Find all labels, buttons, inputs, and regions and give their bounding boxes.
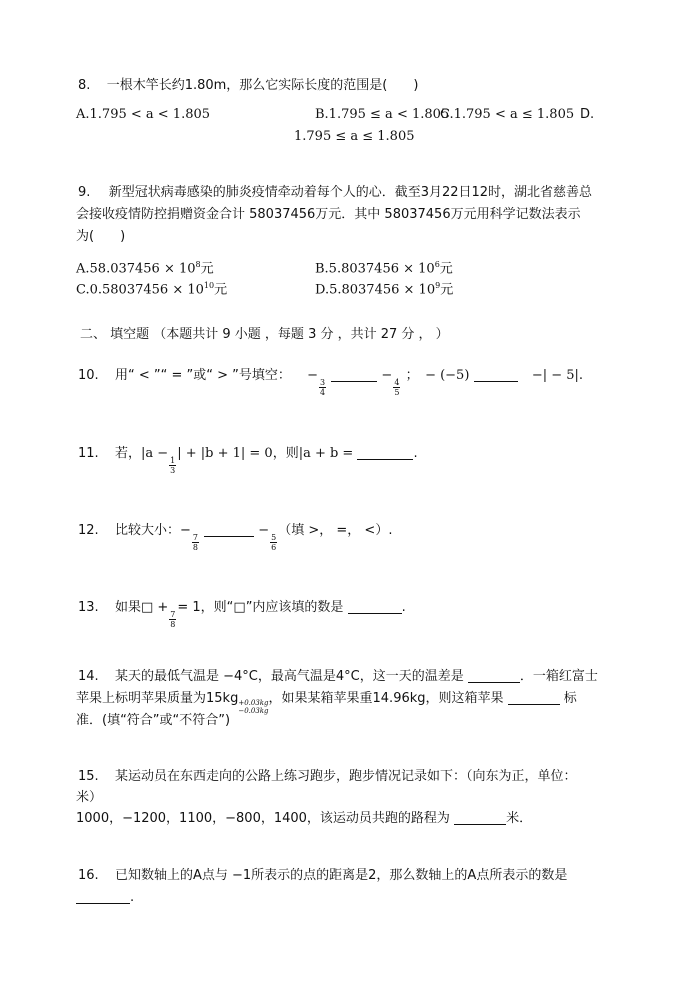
numerator: 7: [170, 610, 176, 619]
option-b: B.1.795 ≤ a < 1.805: [315, 107, 450, 122]
question-text: 新型冠状病毒感染的肺炎疫情牵动着每个人的心．截至3月22日12时，湖北省慈善总: [108, 185, 593, 200]
minus-sign: −: [258, 523, 270, 538]
question-text: 米．: [506, 811, 533, 826]
question-14-line3: 准．(填“符合”或“不符合”): [76, 713, 231, 728]
question-text: 标: [563, 691, 577, 706]
answer-blank[interactable]: [331, 367, 377, 382]
answer-blank[interactable]: [76, 889, 130, 904]
answer-blank[interactable]: [204, 522, 254, 537]
option-b-exponent: 6: [434, 260, 440, 269]
option-b-unit: 元: [439, 261, 453, 277]
numerator: 3: [320, 378, 326, 387]
minus-sign: −: [381, 368, 393, 383]
question-text: 比较大小：−: [114, 523, 191, 538]
question-14-line1: [78, 667, 598, 687]
option-a-exponent: 8: [195, 260, 201, 269]
question-text: 某运动员在东西走向的公路上练习跑步，跑步情况记录如下：（向东为正，单位：: [114, 769, 577, 784]
question-15-line3: [76, 809, 532, 829]
question-text: 某天的最低气温是 −4°C，最高气温是4°C，这一天的温差是: [114, 669, 464, 684]
question-15-line1: [78, 767, 576, 787]
option-c: [76, 276, 227, 300]
question-number: 14.: [78, 669, 99, 684]
fraction: [393, 378, 400, 397]
numerator: 4: [394, 378, 400, 387]
option-d-label: D.: [580, 107, 595, 122]
question-9-line1: [78, 183, 592, 203]
option-c-base: C.0.58037456 × 10: [76, 282, 204, 298]
expression: | + |b + 1| = 0，则|a + b =: [177, 446, 358, 461]
question-number: 13.: [78, 600, 99, 615]
question-number: 16.: [78, 868, 99, 883]
denominator: 6: [271, 543, 277, 552]
question-text: ，如果某箱苹果重14.96kg，则这箱苹果: [268, 691, 504, 706]
question-text: 1000，−1200，1100，−800，1400，该运动员共跑的路程为: [76, 811, 450, 826]
option-a-unit: 元: [200, 261, 214, 277]
answer-blank[interactable]: [348, 599, 402, 614]
question-16-line2: [76, 888, 134, 908]
question-9-line3: 为( ): [76, 229, 126, 244]
instruction: （填 >， =， <）.: [278, 523, 393, 538]
period: .: [401, 600, 406, 615]
answer-blank[interactable]: [508, 690, 560, 705]
question-text: 苹果上标明苹果质量为15kg: [76, 691, 239, 706]
numerator: 1: [170, 456, 176, 465]
question-text: 用“ < ”“ = ”或“ > ”号填空：: [114, 368, 291, 383]
fraction: [192, 533, 199, 552]
option-a: A.1.795 < a < 1.805: [76, 107, 211, 122]
answer-blank[interactable]: [357, 445, 413, 460]
question-9-line2: 会接收疫情防控捐赠资金合计 58037456万元．其中 58037456万元用科学记数法表示: [76, 207, 581, 222]
expression: −| − 5|.: [531, 368, 584, 383]
denominator: 8: [192, 543, 198, 552]
answer-blank[interactable]: [454, 810, 506, 825]
denominator: 4: [320, 388, 326, 397]
option-c-exponent: 10: [203, 281, 215, 290]
question-12: [78, 521, 392, 552]
tolerance: [238, 699, 268, 715]
numerator: 7: [192, 533, 198, 542]
expression: ； − (−5): [405, 368, 470, 383]
question-text: 一根木竿长约1.80m，那么它实际长度的范围是( ): [106, 78, 419, 93]
question-text: 已知数轴上的A点与 −1所表示的点的距离是2，那么数轴上的A点所表示的数是: [114, 868, 568, 883]
question-11: [78, 444, 418, 475]
tolerance-lower: −0.03kg: [238, 707, 269, 715]
question-8-stem: [78, 76, 418, 96]
question-text: = 1，则“□”内应该填的数是: [177, 600, 344, 615]
question-15-line2: 米）: [76, 790, 103, 805]
option-d-text: 1.795 ≤ a ≤ 1.805: [294, 129, 415, 144]
fraction: [169, 610, 176, 629]
question-10: [78, 366, 583, 397]
question-number: 9.: [78, 185, 91, 200]
question-number: 11.: [78, 446, 99, 461]
section-heading: 二、 填空题 （本题共计 9 小题 ，每题 3 分 ，共计 27 分 ， ）: [80, 327, 449, 342]
option-d-base: D.5.8037456 × 10: [315, 282, 436, 298]
fraction: [270, 533, 277, 552]
option-d-exponent: 9: [435, 281, 441, 290]
option-a-base: A.58.037456 × 10: [76, 261, 196, 277]
option-c: C.1.795 < a ≤ 1.805: [440, 107, 575, 122]
question-number: 12.: [78, 523, 99, 538]
answer-blank[interactable]: [468, 668, 520, 683]
option-d: [315, 276, 453, 300]
option-c-unit: 元: [214, 282, 228, 298]
option-b-base: B.5.8037456 × 10: [315, 261, 435, 277]
question-number: 10.: [78, 368, 99, 383]
question-number: 8.: [78, 78, 91, 93]
fraction: [319, 378, 326, 397]
question-text: 如果□ +: [114, 600, 169, 615]
period: .: [413, 446, 418, 461]
denominator: 8: [170, 620, 176, 629]
tolerance-upper: +0.03kg: [238, 699, 269, 707]
denominator: 3: [170, 466, 176, 475]
option-d-unit: 元: [440, 282, 454, 298]
denominator: 5: [394, 388, 400, 397]
question-number: 15.: [78, 769, 99, 784]
question-16-line1: [78, 866, 567, 886]
question-text: ．一箱红富士: [519, 669, 598, 684]
expression: 若，|a −: [114, 446, 169, 461]
numerator: 5: [271, 533, 277, 542]
question-13: [78, 598, 406, 629]
answer-blank[interactable]: [474, 367, 518, 382]
minus-sign: −: [307, 368, 319, 383]
period: .: [130, 890, 135, 905]
fraction: [169, 456, 176, 475]
